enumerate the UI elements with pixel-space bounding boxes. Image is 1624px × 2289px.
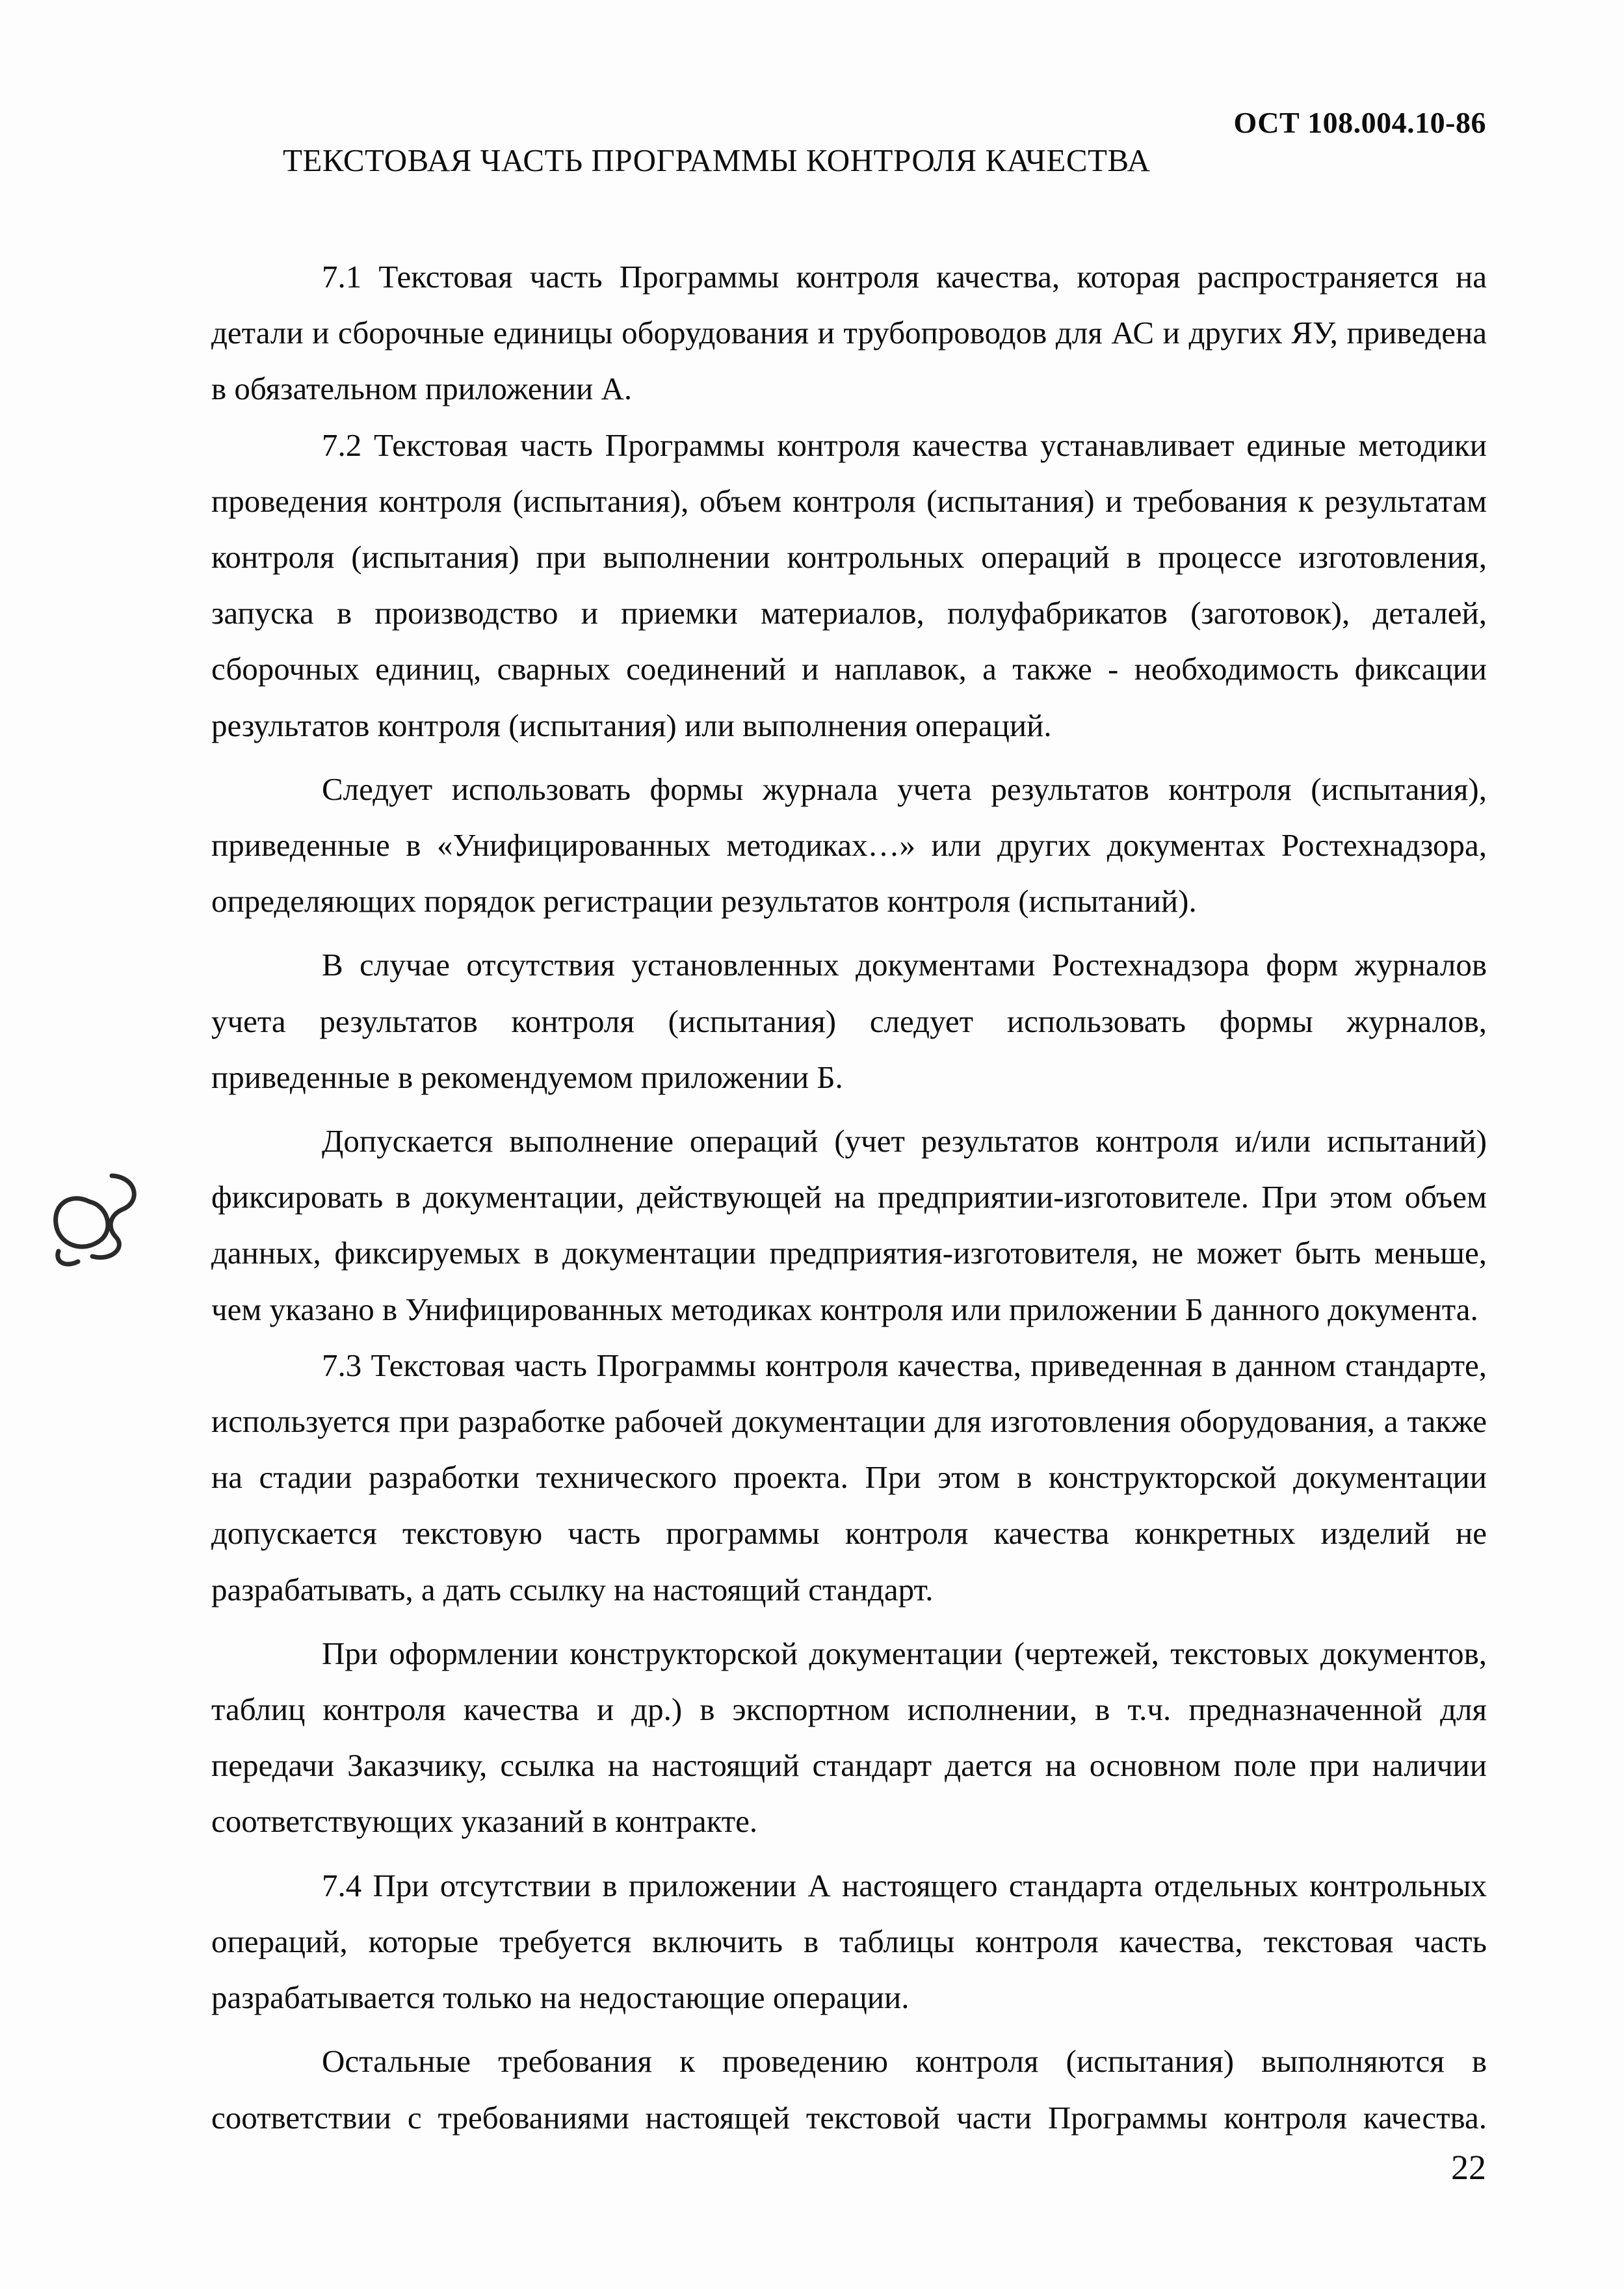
paragraph-remaining-requirements: Остальные требования к проведению контроля (испытания) выполняются в соответствии с требованиями настоящей текстовой части Программы контроля качества. — [211, 2043, 1487, 2136]
paragraph-allowed-recording: Допускается выполнение операций (учет результатов контроля и/или испытаний) фиксировать в документации, действующей на предприятии-изготовителе. При этом объем данных, фиксируемых в документации предприятия-изготовителя, не может быть меньше, чем указано в Унифицированных методиках контроля или приложении Б данного документа. — [211, 1123, 1487, 1327]
paragraph-7-4: 7.4 При отсутствии в приложении А настоящего стандарта отдельных контрольных операций, которые требуется включить в таблицы контроля качества, текстовая часть разрабатывается только на недостающие операции. — [211, 1867, 1487, 2016]
paragraph-7-2: 7.2 Текстовая часть Программы контроля качества устанавливает единые методики проведения контроля (испытания), объем контроля (испытания) и требования к результатам контроля (испытания) при выполнении контрольных операций в процессе изготовления, запуска в производство и приемки материалов, полуфабрикатов (заготовок), деталей, сборочных единиц, сварных соединений и наплавок, а также - необходимость фиксации результатов контроля (испытания) или выполнения операций. — [211, 427, 1487, 743]
section-title: ТЕКСТОВАЯ ЧАСТЬ ПРОГРАММЫ КОНТРОЛЯ КАЧЕСТВА — [283, 142, 1151, 178]
paragraph-journal-forms: Следует использовать формы журнала учета результатов контроля (испытания), приведенные в «Унифицированных методиках…» или других документах Ростехнадзора, определяющих порядок регистрации результатов контроля (испытаний). — [211, 771, 1487, 920]
document-body — [211, 249, 1487, 2146]
handwritten-margin-note — [39, 1164, 150, 1281]
page-number: 22 — [1451, 2148, 1486, 2187]
document-code: ОСТ 108.004.10-86 — [1233, 106, 1486, 139]
paragraph-7-1: 7.1 Текстовая часть Программы контроля качества, которая распространяется на детали и сборочные единицы оборудования и трубопроводов для АС и других ЯУ, приведена в обязательном приложении А. — [211, 259, 1487, 407]
paragraph-7-3: 7.3 Текстовая часть Программы контроля качества, приведенная в данном стандарте, используется при разработке рабочей документации для изготовления оборудования, а также на стадии разработки технического проекта. При этом в конструкторской документации допускается текстовую часть программы контроля качества конкретных изделий не разрабатывать, а дать ссылку на настоящий стандарт. — [211, 1347, 1487, 1608]
paragraph-export-documentation: При оформлении конструкторской документации (чертежей, текстовых документов, таблиц контроля качества и др.) в экспортном исполнении, в т.ч. предназначенной для передачи Заказчику, ссылка на настоящий стандарт дается на основном поле при наличии соответствующих указаний в контракте. — [211, 1635, 1487, 1840]
paragraph-absence-of-forms: В случае отсутствия установленных документами Ростехнадзора форм журналов учета результатов контроля (испытания) следует использовать формы журналов, приведенные в рекомендуемом приложении Б. — [211, 947, 1487, 1095]
